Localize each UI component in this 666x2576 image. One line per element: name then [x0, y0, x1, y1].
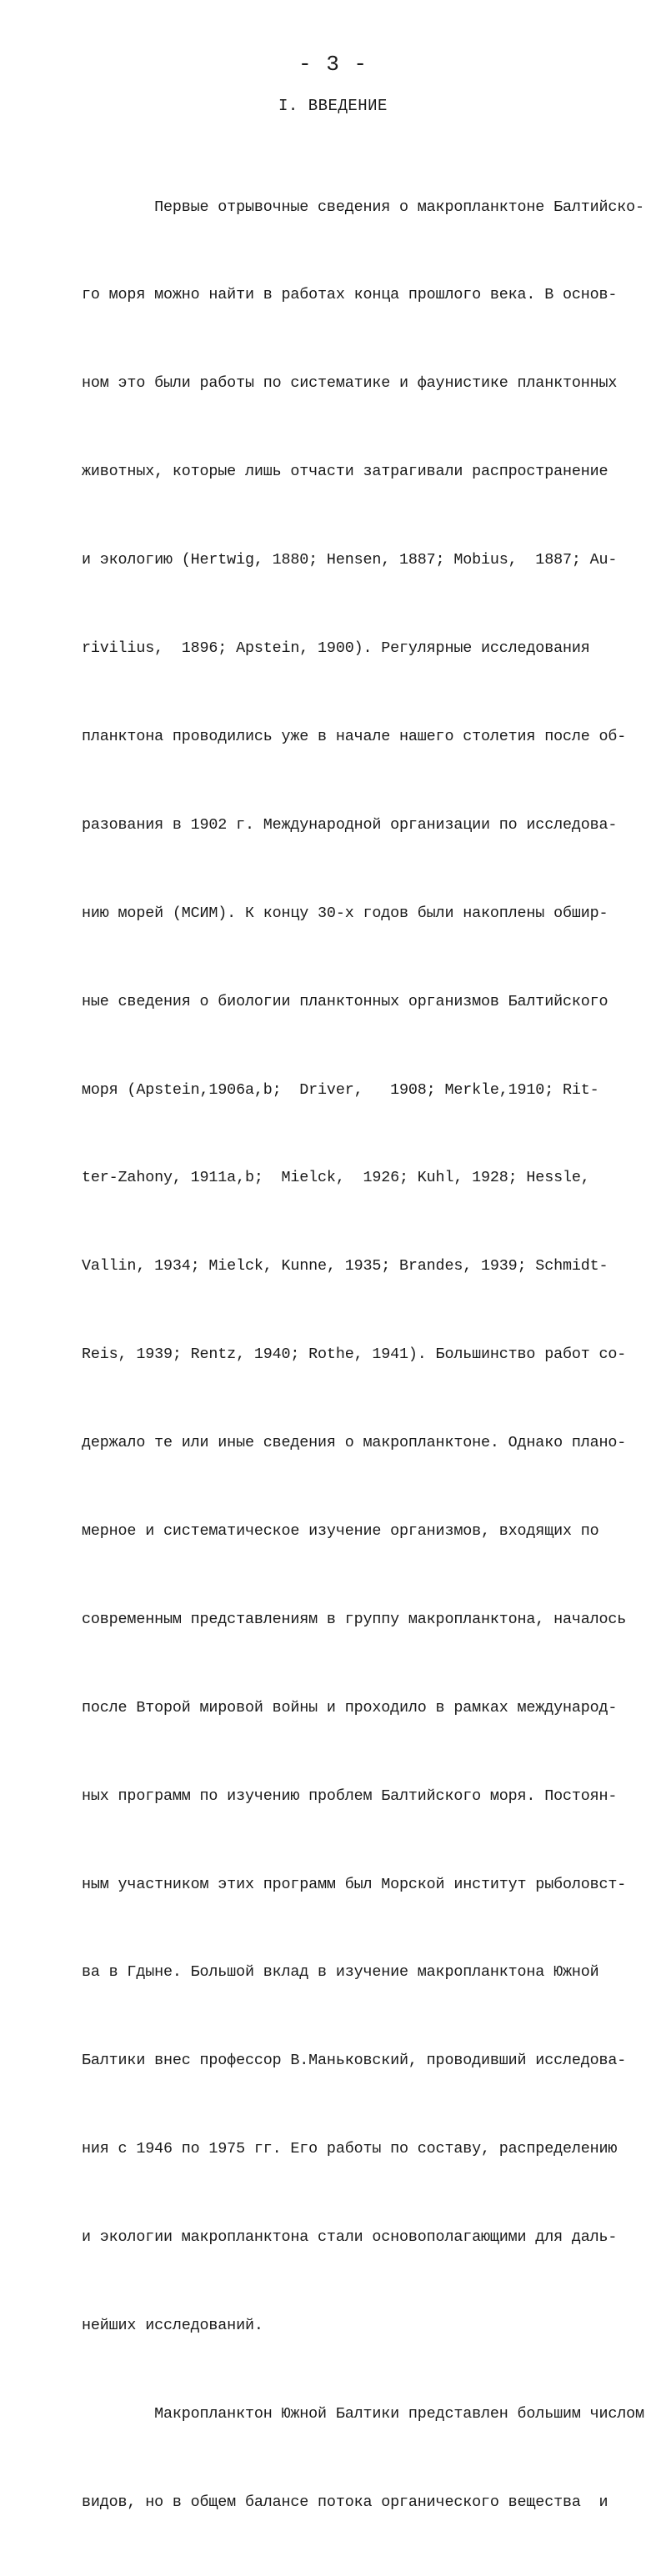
text-line: держало те или иные сведения о макропланктоне. Однако плано- — [82, 1434, 627, 1452]
text-line: и экологию (Hertwig, 1880; Hensen, 1887; Mobius, 1887; Au- — [82, 551, 618, 569]
text-line: видов, но в общем балансе потока органического вещества и — [82, 2493, 608, 2511]
text-line: ния с 1946 по 1975 гг. Его работы по составу, распределению — [82, 2140, 618, 2158]
text-line: ter-Zahony, 1911a,b; Mielck, 1926; Kuhl, 1928; Hessle, — [82, 1169, 590, 1187]
text-line: моря (Apstein,1906a,b; Driver, 1908; Merkle,1910; Rit- — [82, 1080, 599, 1099]
text-line: и экологии макропланктона стали основополагающими для даль- — [82, 2228, 618, 2247]
section-title: I. ВВЕДЕНИЕ — [278, 97, 388, 115]
text-line: животных, которые лишь отчасти затрагивали распространение — [82, 463, 608, 481]
text-line: Vallin, 1934; Mielck, Kunne, 1935; Brandes, 1939; Schmidt- — [82, 1257, 608, 1275]
text-line: Балтики внес профессор В.Маньковский, проводивший исследова- — [82, 2052, 627, 2070]
text-line: Макропланктон Южной Балтики представлен большим числом — [82, 2404, 644, 2423]
text-line: ным участником этих программ был Морской институт рыболовст- — [82, 1875, 627, 1893]
text-line: нейших исследований. — [82, 2316, 263, 2334]
text-line: ных программ по изучению проблем Балтийского моря. Постоян- — [82, 1787, 618, 1805]
page-number: - 3 - — [298, 52, 368, 77]
text-line: Reis, 1939; Rentz, 1940; Rothe, 1941). Большинство работ со- — [82, 1346, 627, 1364]
text-line: го моря можно найти в работах конца прошлого века. В основ- — [82, 286, 618, 304]
text-line: rivilius, 1896; Apstein, 1900). Регулярные исследования — [82, 639, 590, 658]
body-text — [82, 133, 644, 2576]
text-line: мерное и систематическое изучение организмов, входящих по — [82, 1521, 599, 1540]
text-line: Первые отрывочные сведения о макропланктоне Балтийско- — [82, 198, 644, 216]
text-line: разования в 1902 г. Международной организации по исследова- — [82, 815, 618, 834]
text-line: современным представлениям в группу макропланктона, началось — [82, 1610, 627, 1628]
text-line: нию морей (МСИМ). К концу 30-х годов были накоплены обшир- — [82, 904, 608, 922]
text-line: ва в Гдыне. Большой вклад в изучение макропланктона Южной — [82, 1963, 599, 1982]
text-line: ном это были работы по систематике и фаунистике планктонных — [82, 374, 618, 393]
text-line: планктона проводились уже в начале нашего столетия после об- — [82, 727, 627, 745]
text-line: ные сведения о биологии планктонных организмов Балтийского — [82, 992, 608, 1010]
text-line: после Второй мировой войны и проходило в рамках международ- — [82, 1698, 618, 1716]
